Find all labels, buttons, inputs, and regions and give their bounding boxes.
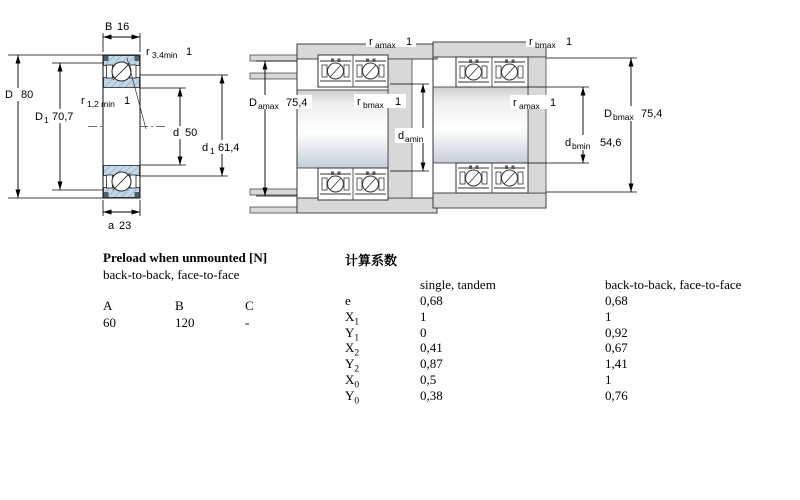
svg-text:75,4: 75,4 xyxy=(286,97,308,109)
svg-text:1,2 min: 1,2 min xyxy=(87,99,115,109)
svg-text:amax: amax xyxy=(519,101,540,111)
preload-col-header-C: C xyxy=(245,298,254,313)
svg-text:d: d xyxy=(173,127,180,139)
svg-text:1: 1 xyxy=(186,46,193,58)
dim-label-d xyxy=(173,127,197,139)
preload-col-header-B: B xyxy=(175,298,184,313)
dim-label-d1 xyxy=(202,142,239,156)
svg-text:D: D xyxy=(35,111,43,123)
factor-value: 0,67 xyxy=(605,340,628,356)
svg-text:a: a xyxy=(108,220,115,232)
preload-table-subtitle: back-to-back, face-to-face xyxy=(103,267,240,282)
preload-value-A: 60 xyxy=(103,315,116,330)
svg-text:50: 50 xyxy=(185,127,198,139)
svg-text:1: 1 xyxy=(44,115,49,125)
factor-row-label: $X_0$ xyxy=(345,371,360,391)
svg-text:amax: amax xyxy=(375,40,396,50)
seal-mark xyxy=(104,56,109,61)
factor-value: 1 xyxy=(605,371,612,387)
svg-text:3,4min: 3,4min xyxy=(152,50,178,60)
svg-text:bmax: bmax xyxy=(613,112,634,122)
dim-label-r34 xyxy=(146,46,192,60)
seal-mark xyxy=(135,192,140,197)
factor-value: 0,76 xyxy=(605,387,628,403)
svg-text:1: 1 xyxy=(124,95,131,107)
seal-mark xyxy=(104,192,109,197)
svg-text:D: D xyxy=(5,89,13,101)
housing-side xyxy=(528,57,546,193)
svg-text:80: 80 xyxy=(21,89,34,101)
preload-table xyxy=(103,250,333,331)
factor-value: 0,38 xyxy=(420,387,443,403)
factor-value: 1 xyxy=(420,308,427,324)
svg-text:r: r xyxy=(146,46,150,58)
dim-label-D1 xyxy=(35,111,73,125)
arrangement-diagram-1 xyxy=(246,35,459,213)
dim-label-a xyxy=(108,220,131,232)
seal-mark xyxy=(135,56,140,61)
factor-row-label: $X_1$ xyxy=(345,308,360,328)
svg-text:d: d xyxy=(202,142,209,154)
factors-col1-header: single, tandem xyxy=(420,277,496,292)
svg-text:1: 1 xyxy=(406,36,413,48)
factor-value: 0,68 xyxy=(605,293,628,308)
svg-text:amax: amax xyxy=(258,101,279,111)
svg-text:r: r xyxy=(529,36,533,48)
factor-value: 0,5 xyxy=(420,371,437,387)
svg-text:54,6: 54,6 xyxy=(600,137,622,149)
arrangement-diagram-2 xyxy=(433,35,667,208)
factor-value: 0,41 xyxy=(420,340,443,356)
svg-text:d: d xyxy=(398,130,405,142)
preload-value-B: 120 xyxy=(175,315,195,330)
factor-row-label: $Y_2$ xyxy=(345,356,360,375)
factors-col2-header: back-to-back, face-to-face xyxy=(605,277,742,292)
svg-text:D: D xyxy=(249,97,257,109)
factors-table-title: 计算系数 xyxy=(345,253,398,268)
factor-value: 0,92 xyxy=(605,324,628,340)
factor-value: 0,87 xyxy=(420,356,443,372)
svg-text:r: r xyxy=(81,95,85,107)
svg-text:23: 23 xyxy=(119,220,132,232)
factor-value: 0,68 xyxy=(420,293,443,308)
preload-col-header-A: A xyxy=(103,298,113,313)
svg-text:B: B xyxy=(105,21,113,33)
factor-row-label: $Y_0$ xyxy=(345,387,360,407)
svg-text:bmax: bmax xyxy=(363,100,384,110)
factor-row-label: e xyxy=(345,293,351,308)
preload-table-title: Preload when unmounted [N] xyxy=(103,250,268,265)
svg-text:r: r xyxy=(369,36,373,48)
factor-value: 1 xyxy=(605,308,612,324)
housing-bottom xyxy=(433,193,546,208)
svg-text:61,4: 61,4 xyxy=(218,142,240,154)
factor-row-label: $X_2$ xyxy=(345,340,360,359)
technical-drawing xyxy=(0,0,800,245)
factor-value: 0 xyxy=(420,324,427,340)
svg-text:amin: amin xyxy=(405,134,424,144)
svg-text:r: r xyxy=(357,96,361,108)
svg-text:75,4: 75,4 xyxy=(641,108,663,120)
svg-text:D: D xyxy=(604,108,612,120)
factor-value: 1,41 xyxy=(605,356,628,372)
left-bearing-figure xyxy=(2,21,248,232)
preload-value-C: - xyxy=(245,315,250,330)
svg-text:70,7: 70,7 xyxy=(52,111,74,123)
factor-row-label: $Y_1$ xyxy=(345,324,360,344)
svg-text:r: r xyxy=(513,97,517,109)
svg-text:bmin: bmin xyxy=(572,141,591,151)
svg-text:1: 1 xyxy=(395,96,402,108)
dim-label-B xyxy=(105,21,129,33)
svg-text:1: 1 xyxy=(210,146,215,156)
factors-table xyxy=(345,250,795,407)
svg-text:1: 1 xyxy=(566,36,573,48)
svg-text:16: 16 xyxy=(117,21,130,33)
svg-text:1: 1 xyxy=(550,97,557,109)
svg-text:d: d xyxy=(565,137,572,149)
svg-text:bmax: bmax xyxy=(535,40,556,50)
